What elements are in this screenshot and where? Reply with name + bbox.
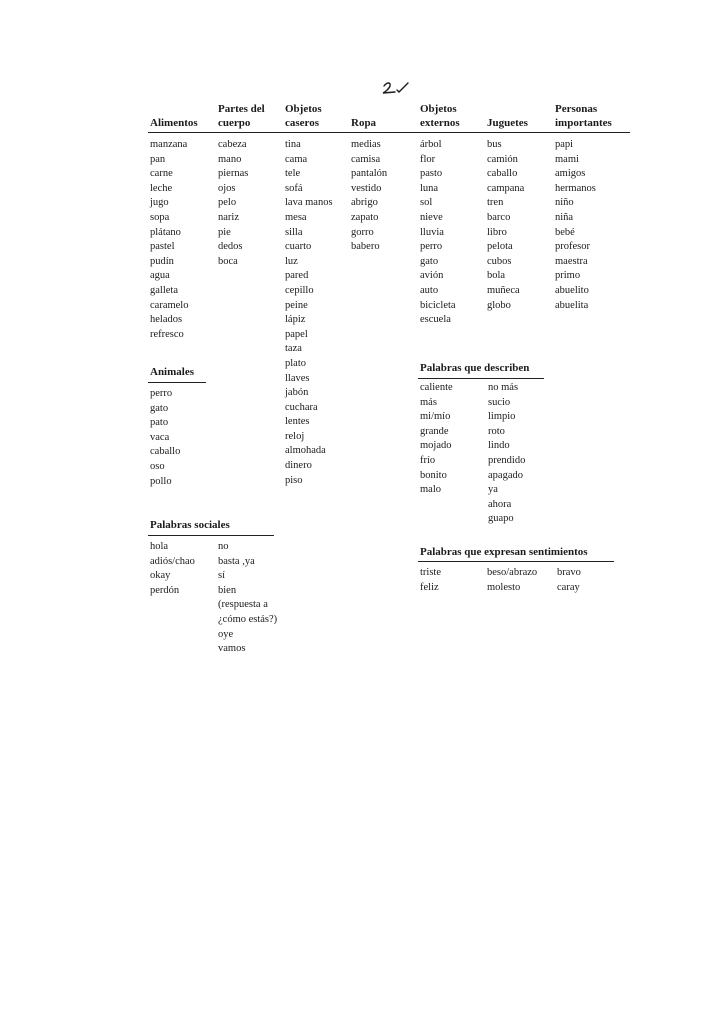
list-item: nariz (218, 211, 239, 223)
list-item: auto (420, 284, 439, 296)
column-alimentos (150, 138, 188, 342)
list-item: caramelo (150, 299, 189, 311)
list-item: caliente (420, 382, 453, 393)
list-item: almohada (285, 445, 326, 457)
list-item: galleta (150, 284, 178, 296)
header-juguetes: Juguetes (487, 117, 528, 129)
column-palabras-sentimientos-3 (557, 566, 581, 595)
list-item: tina (285, 139, 301, 150)
list-item: piernas (218, 168, 249, 180)
list-item: bicicleta (420, 299, 456, 311)
list-item: peine (285, 299, 308, 311)
list-item: bien (218, 584, 237, 596)
palabras-sentimientos-rule (418, 561, 614, 562)
column-palabras-sociales-1 (150, 540, 195, 598)
list-item: carne (150, 168, 173, 180)
header-ropa: Ropa (351, 117, 377, 129)
list-item: caballo (150, 446, 181, 458)
list-item: cepillo (285, 284, 314, 296)
list-item: piso (285, 474, 303, 486)
list-item: bonito (420, 469, 447, 481)
list-item: taza (285, 343, 302, 355)
list-item: bus (487, 139, 502, 150)
list-item: perdón (150, 584, 180, 596)
list-item: árbol (420, 139, 442, 150)
column-objetos-caseros (285, 138, 333, 488)
list-item: abrigo (351, 197, 378, 209)
list-item: vaca (150, 431, 170, 443)
list-item: jabón (285, 387, 309, 399)
list-item: ¿cómo estás?) (218, 613, 278, 625)
palabras-describen-rule (418, 378, 544, 379)
list-item: pared (285, 270, 309, 282)
list-item: hola (150, 541, 169, 552)
list-item: gorro (351, 226, 374, 238)
list-item: bravo (557, 567, 581, 578)
column-personas-importantes (555, 138, 596, 313)
list-item: leche (150, 182, 173, 194)
list-item: cabeza (218, 139, 247, 150)
list-item: niña (555, 211, 574, 223)
list-item: medias (351, 139, 381, 150)
list-item: escuela (420, 314, 451, 326)
list-item: muñeca (487, 284, 520, 296)
list-item: plato (285, 357, 306, 369)
list-item: no más (488, 382, 519, 393)
list-item: campana (487, 182, 525, 194)
list-item: adiós/chao (150, 555, 195, 567)
list-item: ahora (488, 498, 512, 510)
list-item: grande (420, 425, 449, 437)
list-item: ya (488, 484, 498, 496)
list-item: barco (487, 211, 511, 223)
column-animales (150, 387, 180, 489)
column-partes-del-cuerpo (218, 138, 248, 269)
column-objetos-externos (420, 138, 456, 328)
list-item: (respuesta a (218, 599, 268, 611)
list-item: camisa (351, 153, 381, 165)
column-palabras-sentimientos-1 (420, 566, 441, 595)
list-item: abuelito (555, 284, 589, 296)
list-item: pato (150, 417, 169, 429)
list-item: pantalón (351, 168, 388, 180)
list-item: papi (555, 139, 574, 150)
column-juguetes (487, 138, 524, 313)
list-item: dinero (285, 460, 312, 472)
list-item: mi/mío (420, 411, 451, 423)
list-item: tele (285, 168, 301, 180)
list-item: pudín (150, 255, 174, 267)
header-objetos-externos-line1: Objetos (420, 103, 457, 115)
list-item: lindo (488, 440, 510, 452)
list-item: lápiz (285, 314, 306, 326)
list-item: malo (420, 484, 441, 496)
list-item: mesa (285, 211, 307, 223)
header-objetos-externos-line2: externos (420, 117, 460, 129)
list-item: vestido (351, 182, 382, 194)
list-item: cuchara (285, 401, 318, 413)
header-objetos-caseros-line2: caseros (285, 117, 320, 129)
list-item: lava manos (285, 197, 333, 209)
list-item: apagado (488, 469, 523, 481)
list-item: luz (285, 255, 298, 267)
list-item: primo (555, 270, 581, 282)
column-palabras-describen-1 (420, 381, 453, 498)
section-title-palabras-sociales: Palabras sociales (150, 519, 230, 531)
list-item: pollo (150, 475, 172, 487)
list-item: pan (150, 153, 166, 165)
list-item: silla (285, 226, 303, 238)
section-title-animales: Animales (150, 366, 194, 378)
list-item: sofá (285, 182, 303, 194)
list-item: sol (420, 197, 433, 209)
column-palabras-sentimientos-2 (487, 566, 537, 595)
list-item: plátano (150, 226, 181, 238)
list-item: bola (487, 270, 506, 282)
column-palabras-describen-2 (488, 381, 525, 527)
list-item: más (420, 396, 437, 408)
list-item: caray (557, 581, 580, 593)
list-item: cama (285, 153, 308, 165)
list-item: luna (420, 182, 439, 194)
header-objetos-caseros-line1: Objetos (285, 103, 322, 115)
list-item: guapo (488, 513, 514, 525)
list-item: llaves (285, 372, 310, 384)
header-partes-line1: Partes del (218, 103, 265, 115)
list-item: papel (285, 328, 308, 340)
list-item: cuarto (285, 241, 312, 253)
list-item: helados (150, 314, 183, 326)
list-item: refresco (150, 328, 184, 340)
list-item: prendido (488, 454, 526, 466)
list-item: limpio (488, 411, 516, 423)
list-item: pasto (420, 168, 443, 180)
column-palabras-sociales-2 (218, 540, 277, 657)
header-personas-line2: importantes (555, 117, 612, 129)
list-item: lluvia (420, 226, 444, 238)
list-item: manzana (150, 139, 188, 150)
list-item: gato (150, 402, 169, 414)
list-item: dedos (218, 241, 243, 253)
palabras-sociales-rule (148, 535, 274, 536)
list-item: pelota (487, 241, 513, 253)
header-partes-line2: cuerpo (218, 117, 251, 129)
header-alimentos: Alimentos (150, 117, 198, 129)
list-item: avión (420, 270, 444, 282)
list-item: nieve (420, 211, 443, 223)
list-item: ojos (218, 182, 236, 194)
header-personas-line1: Personas (555, 103, 598, 115)
list-item: mami (555, 153, 579, 165)
list-item: lentes (285, 416, 310, 428)
list-item: pelo (218, 197, 237, 209)
list-item: pastel (150, 241, 175, 253)
list-item: profesor (555, 241, 590, 253)
list-item: vamos (218, 643, 246, 655)
list-item: hermanos (555, 182, 596, 194)
section-title-palabras-sentimientos: Palabras que expresan sentimientos (420, 546, 588, 558)
header-rule (148, 132, 630, 133)
list-item: caballo (487, 168, 518, 180)
list-item: mojado (420, 440, 452, 452)
list-item: libro (487, 226, 507, 238)
list-item: jugo (150, 197, 169, 209)
list-item: gato (420, 255, 439, 267)
list-item: oso (150, 460, 165, 472)
list-item: basta ,ya (218, 555, 255, 567)
list-item: roto (488, 425, 505, 437)
list-item: agua (150, 270, 170, 282)
list-item: mano (218, 153, 242, 165)
list-item: pie (218, 226, 231, 238)
list-item: triste (420, 567, 441, 578)
list-item: bebé (555, 226, 575, 238)
list-item: boca (218, 255, 238, 267)
list-item: okay (150, 570, 171, 582)
list-item: oye (218, 628, 234, 640)
list-item: feliz (420, 581, 439, 593)
list-item: abuelita (555, 299, 589, 311)
list-item: molesto (487, 581, 521, 593)
list-item: tren (487, 197, 504, 209)
list-item: amigos (555, 168, 586, 180)
list-item: no (218, 541, 229, 552)
list-item: maestra (555, 255, 588, 267)
list-item: sucio (488, 396, 511, 408)
list-item: sopa (150, 211, 170, 223)
list-item: frío (420, 454, 436, 466)
list-item: flor (420, 153, 436, 165)
column-ropa (351, 138, 387, 255)
list-item: globo (487, 299, 511, 311)
list-item: babero (351, 241, 380, 253)
list-item: beso/abrazo (487, 567, 538, 578)
list-item: perro (420, 241, 443, 253)
list-item: sí (218, 570, 226, 582)
list-item: cubos (487, 255, 512, 267)
animales-rule (148, 382, 206, 383)
list-item: perro (150, 388, 173, 399)
list-item: camión (487, 153, 518, 165)
list-item: zapato (351, 211, 379, 223)
section-title-palabras-que-describen: Palabras que describen (420, 362, 530, 374)
list-item: reloj (285, 430, 305, 442)
list-item: niño (555, 197, 574, 209)
handwritten-page-mark (381, 80, 411, 96)
